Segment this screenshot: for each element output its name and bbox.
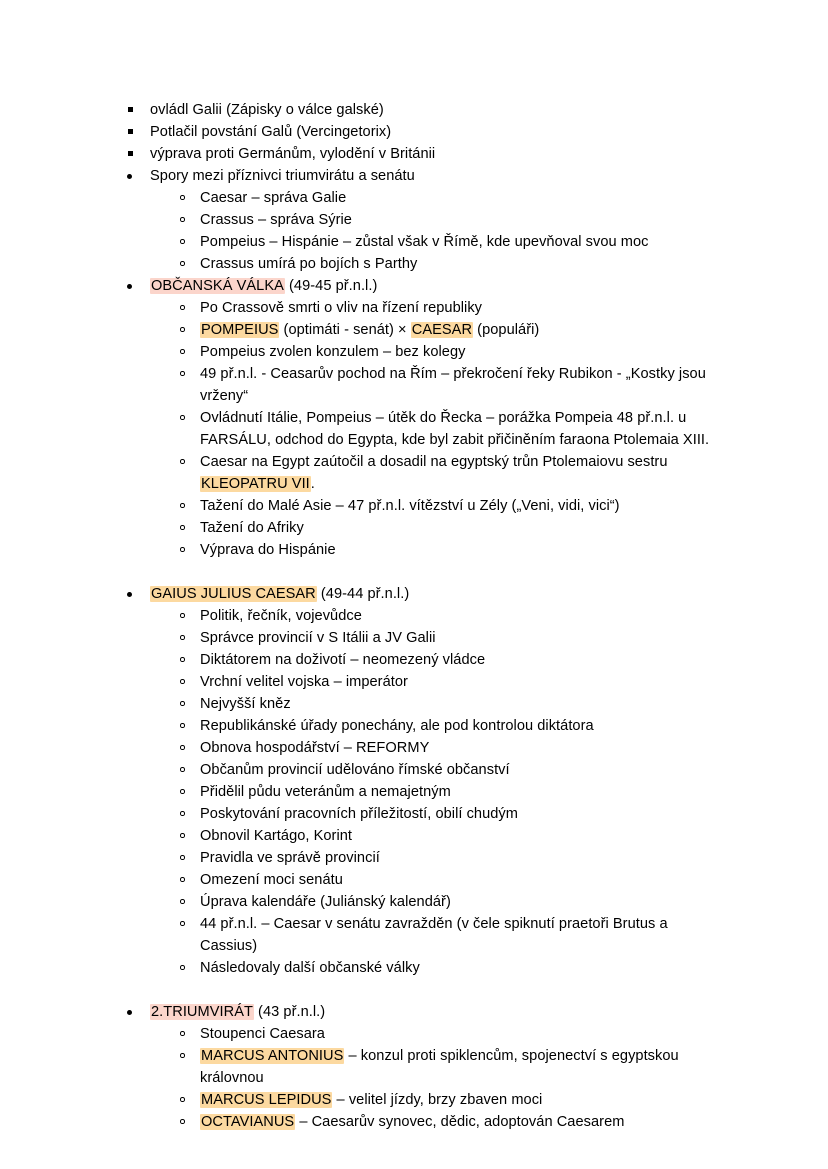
paragraph-spacer <box>100 979 728 1001</box>
list-item <box>150 1111 728 1133</box>
circle-bullet-icon <box>180 327 185 332</box>
text-run: Pravidla ve správě provincií <box>200 850 380 866</box>
square-bullet-icon <box>128 107 133 112</box>
list-item <box>150 1089 728 1111</box>
highlighted-term-orange: CAESAR <box>411 322 473 338</box>
text-run: Crassus – správa Sýrie <box>200 212 352 228</box>
text-run: . <box>310 476 315 492</box>
list-item <box>150 407 728 451</box>
list-item-text <box>200 847 728 869</box>
list-item <box>150 671 728 693</box>
list-item-text <box>200 407 728 451</box>
bullet-list-level-1 <box>100 1001 728 1133</box>
bullet-list-level-2 <box>150 605 728 979</box>
list-item <box>150 759 728 781</box>
list-item-text <box>150 275 728 297</box>
list-item-text <box>150 583 728 605</box>
list-item <box>150 363 728 407</box>
disc-bullet-icon <box>127 174 132 179</box>
text-run: Caesar na Egypt zaútočil a dosadil na egyptský trůn Ptolemaiovu sestru <box>200 454 672 470</box>
circle-bullet-icon <box>180 371 185 376</box>
list-item <box>100 121 728 143</box>
list-item <box>150 803 728 825</box>
list-item-text <box>150 121 728 143</box>
text-run: Potlačil povstání Galů (Vercingetorix) <box>150 124 392 140</box>
list-item <box>150 957 728 979</box>
list-item-text <box>200 1111 728 1133</box>
bullet-list-level-3 <box>100 99 728 165</box>
highlighted-term-orange: MARCUS LEPIDUS <box>201 1092 332 1108</box>
list-item <box>150 517 728 539</box>
list-item-text <box>200 451 728 495</box>
text-run: Crassus umírá po bojích s Parthy <box>200 256 418 272</box>
list-item-text <box>200 517 728 539</box>
square-bullet-icon <box>128 151 133 156</box>
list-item <box>150 1045 728 1089</box>
square-bullet-icon <box>128 129 133 134</box>
list-item-text <box>200 803 728 825</box>
list-item <box>150 869 728 891</box>
bullet-list-level-2 <box>150 1023 728 1133</box>
list-item-text <box>200 187 728 209</box>
text-run: Republikánské úřady ponechány, ale pod kontrolou diktátora <box>200 718 594 734</box>
text-run: Stoupenci Caesara <box>200 1026 325 1042</box>
list-item-text <box>200 1089 728 1111</box>
list-item <box>150 297 728 319</box>
list-item-text <box>200 231 728 253</box>
circle-bullet-icon <box>180 965 185 970</box>
highlighted-term-pink: 2.TRIUMVIRÁT <box>151 1004 253 1020</box>
list-item <box>150 781 728 803</box>
highlighted-term-pink: OBČANSKÁ VÁLKA <box>151 278 284 294</box>
circle-bullet-icon <box>180 789 185 794</box>
text-run: Výprava do Hispánie <box>200 542 336 558</box>
text-run: Obnova hospodářství – REFORMY <box>200 740 430 756</box>
circle-bullet-icon <box>180 547 185 552</box>
list-item <box>100 275 728 561</box>
text-run: (49-44 př.n.l.) <box>316 586 410 602</box>
text-run: Caesar – správa Galie <box>200 190 347 206</box>
text-run: Občanům provincií udělováno římské občanství <box>200 762 510 778</box>
list-item-text <box>200 957 728 979</box>
circle-bullet-icon <box>180 195 185 200</box>
text-run: Po Crassově smrti o vliv na řízení republiky <box>200 300 483 316</box>
list-item <box>150 715 728 737</box>
bullet-list-level-2 <box>150 187 728 275</box>
circle-bullet-icon <box>180 723 185 728</box>
text-run: Obnovil Kartágo, Korint <box>200 828 353 844</box>
list-item <box>150 627 728 649</box>
circle-bullet-icon <box>180 1031 185 1036</box>
list-item-text <box>200 869 728 891</box>
text-run: – velitel jízdy, brzy zbaven moci <box>332 1092 543 1108</box>
text-run: Vrchní velitel vojska – imperátor <box>200 674 408 690</box>
circle-bullet-icon <box>180 877 185 882</box>
list-item-text <box>200 913 728 957</box>
list-item <box>150 693 728 715</box>
list-item <box>100 165 728 275</box>
list-item-text <box>200 363 728 407</box>
list-item <box>150 891 728 913</box>
highlighted-term-orange: POMPEIUS <box>201 322 279 338</box>
list-item <box>150 187 728 209</box>
text-run: (49-45 př.n.l.) <box>284 278 378 294</box>
highlighted-term-orange: MARCUS ANTONIUS <box>201 1048 344 1064</box>
disc-bullet-icon <box>127 1010 132 1015</box>
list-item-text <box>200 671 728 693</box>
list-item <box>150 737 728 759</box>
text-run: Následovaly další občanské války <box>200 960 420 976</box>
bullet-list-level-1 <box>100 165 728 561</box>
text-run: Tažení do Malé Asie – 47 př.n.l. vítězství u Zély („Veni, vidi, vici“) <box>200 498 620 514</box>
circle-bullet-icon <box>180 1053 185 1058</box>
text-run: Politik, řečník, vojevůdce <box>200 608 362 624</box>
list-item <box>100 583 728 979</box>
list-item <box>150 319 728 341</box>
circle-bullet-icon <box>180 745 185 750</box>
circle-bullet-icon <box>180 503 185 508</box>
list-item <box>100 1001 728 1133</box>
list-item-text <box>150 165 728 187</box>
circle-bullet-icon <box>180 1097 185 1102</box>
bullet-list-level-2 <box>150 297 728 561</box>
list-item-text <box>200 605 728 627</box>
circle-bullet-icon <box>180 305 185 310</box>
text-run: – konzul proti spiklencům, spojenectví s egyptskou královnou <box>200 1048 683 1086</box>
list-item <box>100 143 728 165</box>
circle-bullet-icon <box>180 833 185 838</box>
text-run: ovládl Galii (Zápisky o válce galské) <box>150 102 384 118</box>
text-run: Ovládnutí Itálie, Pompeius – útěk do Řecka – porážka Pompeia 48 př.n.l. u FARSÁLU, odchod do Egypta, kde byl zabit přičiněním faraona Ptolemaia XIII. <box>200 410 710 448</box>
list-item-text <box>150 1001 728 1023</box>
disc-bullet-icon <box>127 592 132 597</box>
list-item <box>150 649 728 671</box>
list-item <box>150 539 728 561</box>
circle-bullet-icon <box>180 525 185 530</box>
list-item-text <box>200 759 728 781</box>
circle-bullet-icon <box>180 349 185 354</box>
text-run: Spory mezi příznivci triumvirátu a senátu <box>150 168 415 184</box>
text-run: (43 př.n.l.) <box>253 1004 326 1020</box>
circle-bullet-icon <box>180 239 185 244</box>
text-run: výprava proti Germánům, vylodění v Británii <box>150 146 436 162</box>
circle-bullet-icon <box>180 899 185 904</box>
list-item-text <box>200 627 728 649</box>
circle-bullet-icon <box>180 679 185 684</box>
list-item-text <box>200 693 728 715</box>
text-run: Poskytování pracovních příležitostí, obilí chudým <box>200 806 518 822</box>
list-item-text <box>200 539 728 561</box>
circle-bullet-icon <box>180 767 185 772</box>
list-item-text <box>200 253 728 275</box>
text-run: Přidělil půdu veteránům a nemajetným <box>200 784 451 800</box>
list-item-text <box>150 99 728 121</box>
paragraph-spacer <box>100 561 728 583</box>
text-run: – Caesarův synovec, dědic, adoptován Caesarem <box>295 1114 625 1130</box>
highlighted-term-orange: KLEOPATRU VII <box>201 476 310 492</box>
list-item-text <box>200 1023 728 1045</box>
circle-bullet-icon <box>180 811 185 816</box>
list-item <box>150 341 728 363</box>
list-item-text <box>200 341 728 363</box>
circle-bullet-icon <box>180 921 185 926</box>
highlighted-term-orange: GAIUS JULIUS CAESAR <box>151 586 316 602</box>
document-body <box>100 99 728 1133</box>
list-item-text <box>200 1045 728 1089</box>
circle-bullet-icon <box>180 217 185 222</box>
highlighted-term-orange: OCTAVIANUS <box>201 1114 295 1130</box>
circle-bullet-icon <box>180 1119 185 1124</box>
text-run: Tažení do Afriky <box>200 520 304 536</box>
text-run: 44 př.n.l. – Caesar v senátu zavražděn (v čele spiknutí praetoři Brutus a Cassius) <box>200 916 672 954</box>
list-item <box>150 605 728 627</box>
circle-bullet-icon <box>180 261 185 266</box>
circle-bullet-icon <box>180 855 185 860</box>
text-run: 49 př.n.l. - Ceasarův pochod na Řím – překročení řeky Rubikon - „Kostky jsou vrženy“ <box>200 366 710 404</box>
bullet-list-level-1 <box>100 583 728 979</box>
disc-bullet-icon <box>127 284 132 289</box>
text-run: Omezení moci senátu <box>200 872 343 888</box>
list-item-text <box>200 891 728 913</box>
circle-bullet-icon <box>180 701 185 706</box>
list-item-text <box>200 649 728 671</box>
list-item <box>150 913 728 957</box>
list-item <box>100 99 728 121</box>
list-item-text <box>200 297 728 319</box>
list-item <box>150 209 728 231</box>
list-item-text <box>200 209 728 231</box>
circle-bullet-icon <box>180 657 185 662</box>
list-item <box>150 253 728 275</box>
text-run: Pompeius – Hispánie – zůstal však v Římě, kde upevňoval svou moc <box>200 234 649 250</box>
list-item-text <box>200 319 728 341</box>
circle-bullet-icon <box>180 415 185 420</box>
text-run: Diktátorem na doživotí – neomezený vládce <box>200 652 486 668</box>
list-item-text <box>150 143 728 165</box>
text-run: Pompeius zvolen konzulem – bez kolegy <box>200 344 466 360</box>
text-run: Úprava kalendáře (Juliánský kalendář) <box>200 894 451 910</box>
text-run: Správce provincií v S Itálii a JV Galii <box>200 630 436 646</box>
text-run: (populáři) <box>473 322 540 338</box>
text-run: (optimáti - senát) × <box>279 322 411 338</box>
circle-bullet-icon <box>180 613 185 618</box>
circle-bullet-icon <box>180 635 185 640</box>
list-item <box>150 825 728 847</box>
list-item <box>150 847 728 869</box>
circle-bullet-icon <box>180 459 185 464</box>
list-item-text <box>200 737 728 759</box>
list-item <box>150 1023 728 1045</box>
list-item-text <box>200 715 728 737</box>
list-item <box>150 495 728 517</box>
list-item-text <box>200 825 728 847</box>
list-item-text <box>200 495 728 517</box>
list-item <box>150 231 728 253</box>
list-item <box>150 451 728 495</box>
text-run: Nejvyšší kněz <box>200 696 291 712</box>
list-item-text <box>200 781 728 803</box>
